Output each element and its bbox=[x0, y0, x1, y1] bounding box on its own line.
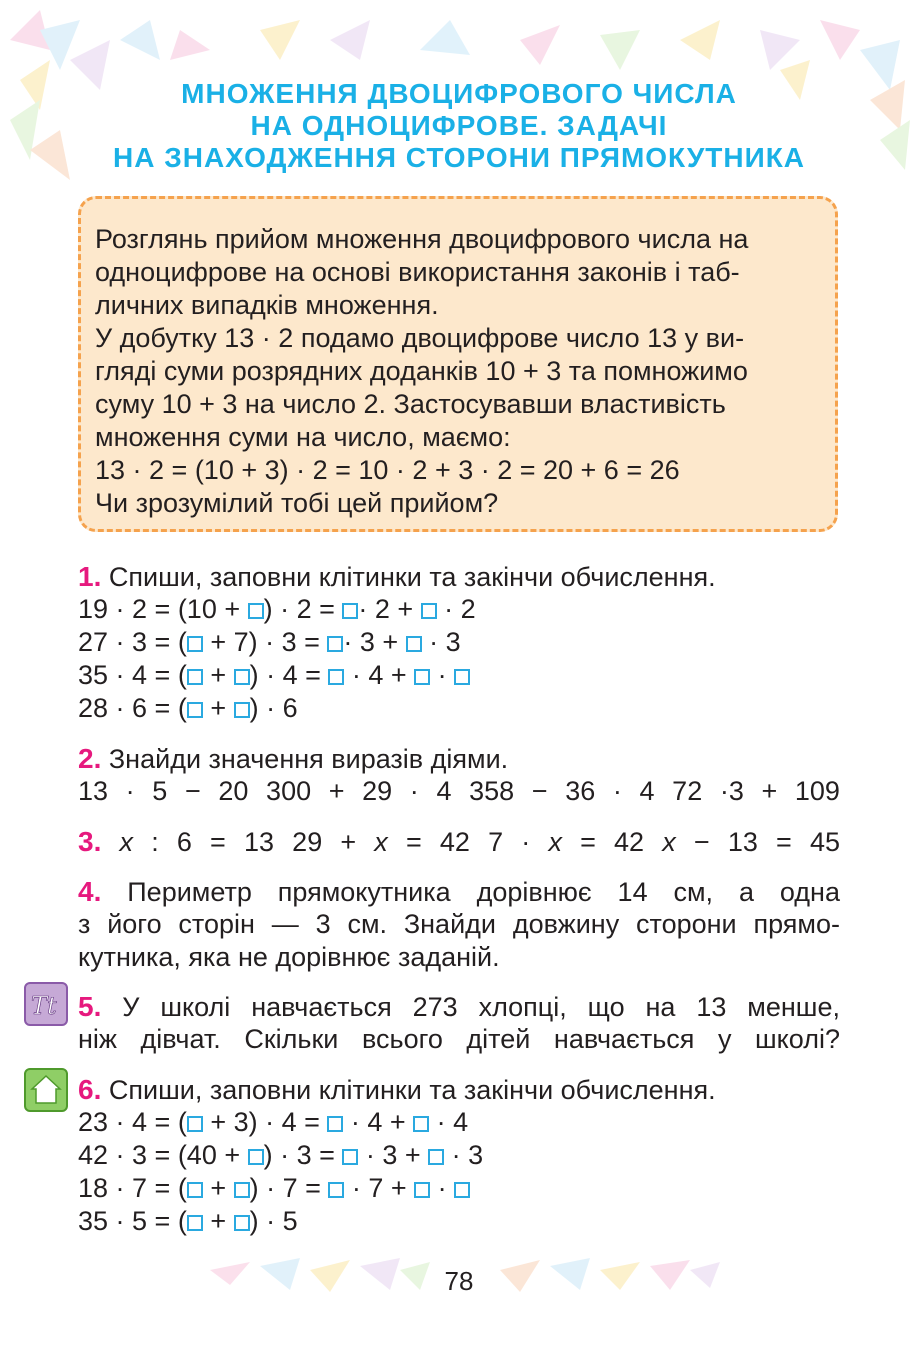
expr-part: + bbox=[202, 693, 234, 723]
theory-line: суму 10 + 3 на число 2. Застосувавши властивість bbox=[95, 389, 726, 419]
expr-part: ) · 2 = bbox=[263, 594, 343, 624]
page-title bbox=[0, 78, 918, 174]
expr-part: 27 · 3 = ( bbox=[78, 627, 187, 657]
task-text: Знайди значення виразів діями. bbox=[108, 744, 509, 774]
expr-part: − 13 = 45 bbox=[675, 827, 840, 857]
task-1-row-4 bbox=[78, 692, 298, 725]
expr-part: · 3 + bbox=[358, 1140, 429, 1170]
theory-line: Розглянь прийом множення двоцифрового числа на bbox=[95, 224, 749, 254]
empty-cell bbox=[414, 669, 430, 685]
expr-part: ) · 7 = bbox=[249, 1173, 329, 1203]
expression: 358 − 36 · 4 bbox=[469, 776, 655, 806]
task-5-line-2: ніж дівчат. Скільки всього дітей навчається у школі? bbox=[78, 1024, 840, 1054]
theory-box bbox=[78, 196, 838, 532]
expr-part: · 4 bbox=[429, 1107, 469, 1137]
expr-part: + bbox=[202, 1173, 234, 1203]
empty-cell bbox=[234, 1182, 250, 1198]
task-4-line-3: кутника, яка не дорівнює заданій. bbox=[78, 942, 500, 972]
empty-cell bbox=[248, 1149, 264, 1165]
svg-text:Tt: Tt bbox=[31, 992, 57, 1020]
variable: x bbox=[548, 827, 562, 857]
equation bbox=[662, 827, 840, 857]
empty-cell bbox=[328, 1182, 344, 1198]
task-1-row-2 bbox=[78, 626, 461, 659]
expr-part: 42 · 3 = (40 + bbox=[78, 1140, 248, 1170]
expr-part: · 3 + bbox=[343, 627, 406, 657]
task-3-equations bbox=[78, 825, 840, 859]
expr-part: 35 · 5 = ( bbox=[78, 1206, 187, 1236]
task-6-heading bbox=[78, 1073, 716, 1107]
expr-part: · 3 bbox=[444, 1140, 484, 1170]
task-number: 3. bbox=[78, 826, 102, 857]
equation bbox=[488, 827, 644, 857]
task-number: 4. bbox=[78, 876, 102, 907]
title-line-2: НА ОДНОЦИФРОВЕ. ЗАДАЧІ bbox=[250, 110, 668, 141]
expr-part: = 42 bbox=[387, 827, 470, 857]
empty-cell bbox=[342, 1149, 358, 1165]
expr-part: 23 · 4 = ( bbox=[78, 1107, 187, 1137]
expr-part: + bbox=[202, 1206, 234, 1236]
expr-part: · 7 + bbox=[344, 1173, 415, 1203]
expr-part: 29 + bbox=[292, 827, 375, 857]
task-1-heading bbox=[78, 560, 716, 594]
empty-cell bbox=[248, 603, 264, 619]
home-icon bbox=[24, 1068, 68, 1112]
expr-part: · bbox=[430, 660, 455, 690]
empty-cell bbox=[342, 603, 358, 619]
expr-part: = 42 bbox=[561, 827, 645, 857]
empty-cell bbox=[234, 1215, 250, 1231]
empty-cell bbox=[327, 636, 343, 652]
theory-line: Чи зрозумілий тобі цей прийом? bbox=[95, 488, 499, 518]
page-number: 78 bbox=[444, 1266, 474, 1296]
empty-cell bbox=[454, 1182, 470, 1198]
expr-part: · 4 + bbox=[343, 1107, 414, 1137]
task-4-line-1 bbox=[78, 875, 840, 909]
expr-part: · 2 + bbox=[358, 594, 421, 624]
expr-part: 35 · 4 = ( bbox=[78, 660, 187, 690]
expr-part: · bbox=[430, 1173, 455, 1203]
expr-part: ) · 3 = bbox=[263, 1140, 343, 1170]
task-2-heading bbox=[78, 742, 508, 776]
expr-part: 18 · 7 = ( bbox=[78, 1173, 187, 1203]
empty-cell bbox=[328, 669, 344, 685]
task-4-line-2: з його сторін — 3 см. Знайди довжину сторони прямо- bbox=[78, 909, 840, 939]
empty-cell bbox=[187, 1215, 203, 1231]
expr-part: · 4 + bbox=[344, 660, 415, 690]
empty-cell bbox=[454, 669, 470, 685]
empty-cell bbox=[187, 636, 203, 652]
expr-part: ) · 6 bbox=[249, 693, 298, 723]
theory-line: гляді суми розрядних доданків 10 + 3 та помножимо bbox=[95, 356, 748, 386]
theory-line: У добутку 13 · 2 подамо двоцифрове число 13 у ви- bbox=[95, 323, 745, 353]
tt-icon bbox=[24, 982, 68, 1026]
empty-cell bbox=[234, 669, 250, 685]
empty-cell bbox=[187, 1116, 203, 1132]
theory-line: 13 · 2 = (10 + 3) · 2 = 10 · 2 + 3 · 2 = 20 + 6 = 26 bbox=[95, 455, 680, 485]
empty-cell bbox=[421, 603, 437, 619]
variable: x bbox=[662, 827, 676, 857]
task-6-row-3 bbox=[78, 1172, 470, 1205]
task-number: 6. bbox=[78, 1074, 102, 1105]
task-6-row-2 bbox=[78, 1139, 483, 1172]
expr-part: + bbox=[202, 660, 234, 690]
expr-part: + 3) · 4 = bbox=[202, 1107, 328, 1137]
task-6-row-1 bbox=[78, 1106, 468, 1139]
task-number: 1. bbox=[78, 561, 102, 592]
task-number: 2. bbox=[78, 743, 102, 774]
title-line-3: НА ЗНАХОДЖЕННЯ СТОРОНИ ПРЯМОКУТНИКА bbox=[112, 142, 806, 173]
theory-line: одноцифрове на основі використання законів і таб- bbox=[95, 257, 740, 287]
theory-line: личних випадків множення. bbox=[95, 290, 439, 320]
empty-cell bbox=[406, 636, 422, 652]
empty-cell bbox=[187, 1182, 203, 1198]
expression: 13 · 5 − 20 bbox=[78, 776, 249, 806]
task-text: Спиши, заповни клітинки та закінчи обчислення. bbox=[108, 1075, 716, 1105]
empty-cell bbox=[327, 1116, 343, 1132]
expression: 72 ·3 + 109 bbox=[672, 776, 840, 806]
task-1-row-3 bbox=[78, 659, 470, 692]
expr-part: 7 · bbox=[488, 827, 549, 857]
task-text: Периметр прямокутника дорівнює 14 см, а одна bbox=[127, 877, 840, 907]
expr-part: + 7) · 3 = bbox=[202, 627, 328, 657]
equation bbox=[78, 827, 274, 857]
empty-cell bbox=[414, 1182, 430, 1198]
task-1-row-1 bbox=[78, 593, 476, 626]
theory-line: множення суми на число, маємо: bbox=[95, 422, 511, 452]
expr-part: ) · 4 = bbox=[249, 660, 329, 690]
task-text: Спиши, заповни клітинки та закінчи обчислення. bbox=[108, 562, 716, 592]
task-2-expressions bbox=[78, 775, 840, 808]
home-icon-glyph bbox=[26, 1070, 66, 1110]
empty-cell bbox=[413, 1116, 429, 1132]
expr-part: 28 · 6 = ( bbox=[78, 693, 187, 723]
expr-part: ) · 5 bbox=[249, 1206, 298, 1236]
empty-cell bbox=[428, 1149, 444, 1165]
task-6-row-4 bbox=[78, 1205, 298, 1238]
expr-part: 19 · 2 = (10 + bbox=[78, 594, 248, 624]
expr-part: · 3 bbox=[421, 627, 461, 657]
task-number: 5. bbox=[78, 991, 102, 1022]
title-line-1: МНОЖЕННЯ ДВОЦИФРОВОГО ЧИСЛА bbox=[181, 78, 737, 109]
expr-part: · 2 bbox=[436, 594, 476, 624]
empty-cell bbox=[187, 702, 203, 718]
equation bbox=[292, 827, 470, 857]
expr-part: : 6 = 13 bbox=[133, 827, 274, 857]
variable: x bbox=[374, 827, 388, 857]
empty-cell bbox=[234, 702, 250, 718]
tt-icon-glyph bbox=[26, 984, 66, 1024]
variable: x bbox=[119, 827, 134, 857]
empty-cell bbox=[187, 669, 203, 685]
task-text: У школі навчається 273 хлопці, що на 13 менше, bbox=[122, 992, 840, 1022]
task-5-line-1 bbox=[78, 990, 840, 1024]
expression: 300 + 29 · 4 bbox=[266, 776, 452, 806]
